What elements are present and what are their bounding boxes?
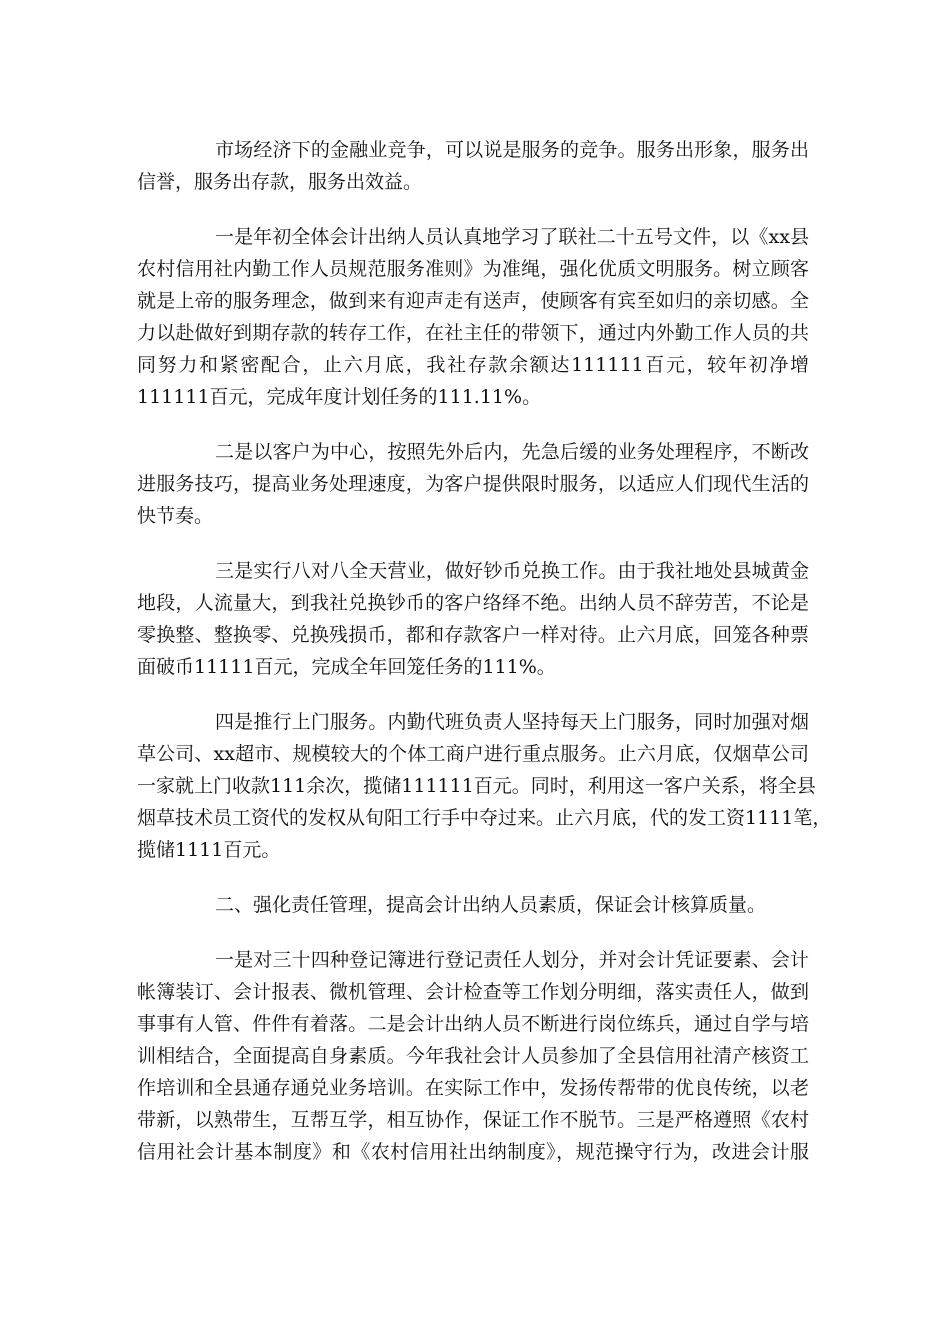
text-line: 信用社会计基本制度》和《农村信用社出纳制度》，规范操守行为，改进会计服 bbox=[137, 1141, 809, 1163]
text-line: 地段，人流量大，到我社兑换钞币的客户络绎不绝。出纳人员不辞劳苦，不论是 bbox=[137, 592, 809, 614]
paragraph bbox=[137, 436, 809, 532]
text-line: 草公司、xx超市、规模较大的个体工商户进行重点服务。止六月底，仅烟草公司 bbox=[137, 743, 809, 765]
text-line: 力以赴做好到期存款的转存工作，在社主任的带领下，通过内外勤工作人员的共 bbox=[137, 322, 809, 344]
text-line: 揽储1111百元。 bbox=[137, 839, 281, 861]
text-line: 帐簿装订、会计报表、微机管理、会计检查等工作划分明细，落实责任人，做到 bbox=[137, 981, 809, 1003]
text-line: 信誉，服务出存款，服务出效益。 bbox=[137, 171, 423, 193]
text-line: 一家就上门收款111余次，揽储111111百元。同时，利用这一客户关系，将全县 bbox=[137, 775, 816, 797]
text-line: 二是以客户为中心，按照先外后内，先急后缓的业务处理程序，不断改 bbox=[215, 441, 809, 463]
text-line: 同努力和紧密配合，止六月底，我社存款余额达111111百元，较年初净增 bbox=[137, 354, 809, 376]
text-line: 一是对三十四种登记簿进行登记责任人划分，并对会计凭证要素、会计 bbox=[215, 949, 809, 971]
text-line: 烟草技术员工资代的发权从旬阳工行手中夺过来。止六月底，代的发工资1111笔， bbox=[137, 807, 832, 829]
paragraph bbox=[137, 706, 832, 866]
paragraph bbox=[137, 555, 809, 683]
text-line: 三是实行八对八全天营业，做好钞币兑换工作。由于我社地处县城黄金 bbox=[215, 560, 809, 582]
text-line: 作培训和全县通存通兑业务培训。在实际工作中，发扬传帮带的优良传统，以老 bbox=[137, 1077, 809, 1099]
paragraph bbox=[137, 221, 809, 413]
paragraph bbox=[137, 944, 809, 1168]
text-line: 就是上帝的服务理念，做到来有迎声走有送声，使顾客有宾至如归的亲切感。全 bbox=[137, 290, 809, 312]
text-line: 快节奏。 bbox=[137, 505, 214, 527]
text-line: 一是年初全体会计出纳人员认真地学习了联社二十五号文件，以《xx县 bbox=[215, 226, 809, 248]
text-line: 面破币11111百元，完成全年回笼任务的111%。 bbox=[137, 656, 556, 678]
text-line: 111111百元，完成年度计划任务的111.11%。 bbox=[137, 386, 542, 408]
paragraph bbox=[137, 134, 809, 198]
text-line: 市场经济下的金融业竞争，可以说是服务的竞争。服务出形象，服务出 bbox=[215, 139, 809, 161]
text-line: 带新，以熟带生，互帮互学，相互协作，保证工作不脱节。三是严格遵照《农村 bbox=[137, 1109, 809, 1131]
text-line: 零换整、整换零、兑换残损币，都和存款客户一样对待。止六月底，回笼各种票 bbox=[137, 624, 809, 646]
document-page bbox=[137, 134, 832, 1191]
text-line: 二、强化责任管理，提高会计出纳人员素质，保证会计核算质量。 bbox=[215, 894, 767, 916]
text-line: 训相结合，全面提高自身素质。今年我社会计人员参加了全县信用社清产核资工 bbox=[137, 1045, 809, 1067]
text-line: 进服务技巧，提高业务处理速度，为客户提供限时服务，以适应人们现代生活的 bbox=[137, 473, 809, 495]
section-heading bbox=[137, 889, 809, 921]
text-line: 四是推行上门服务。内勤代班负责人坚持每天上门服务，同时加强对烟 bbox=[215, 711, 809, 733]
text-line: 事事有人管、件件有着落。二是会计出纳人员不断进行岗位练兵，通过自学与培 bbox=[137, 1013, 809, 1035]
text-line: 农村信用社内勤工作人员规范服务准则》为准绳，强化优质文明服务。树立顾客 bbox=[137, 258, 809, 280]
